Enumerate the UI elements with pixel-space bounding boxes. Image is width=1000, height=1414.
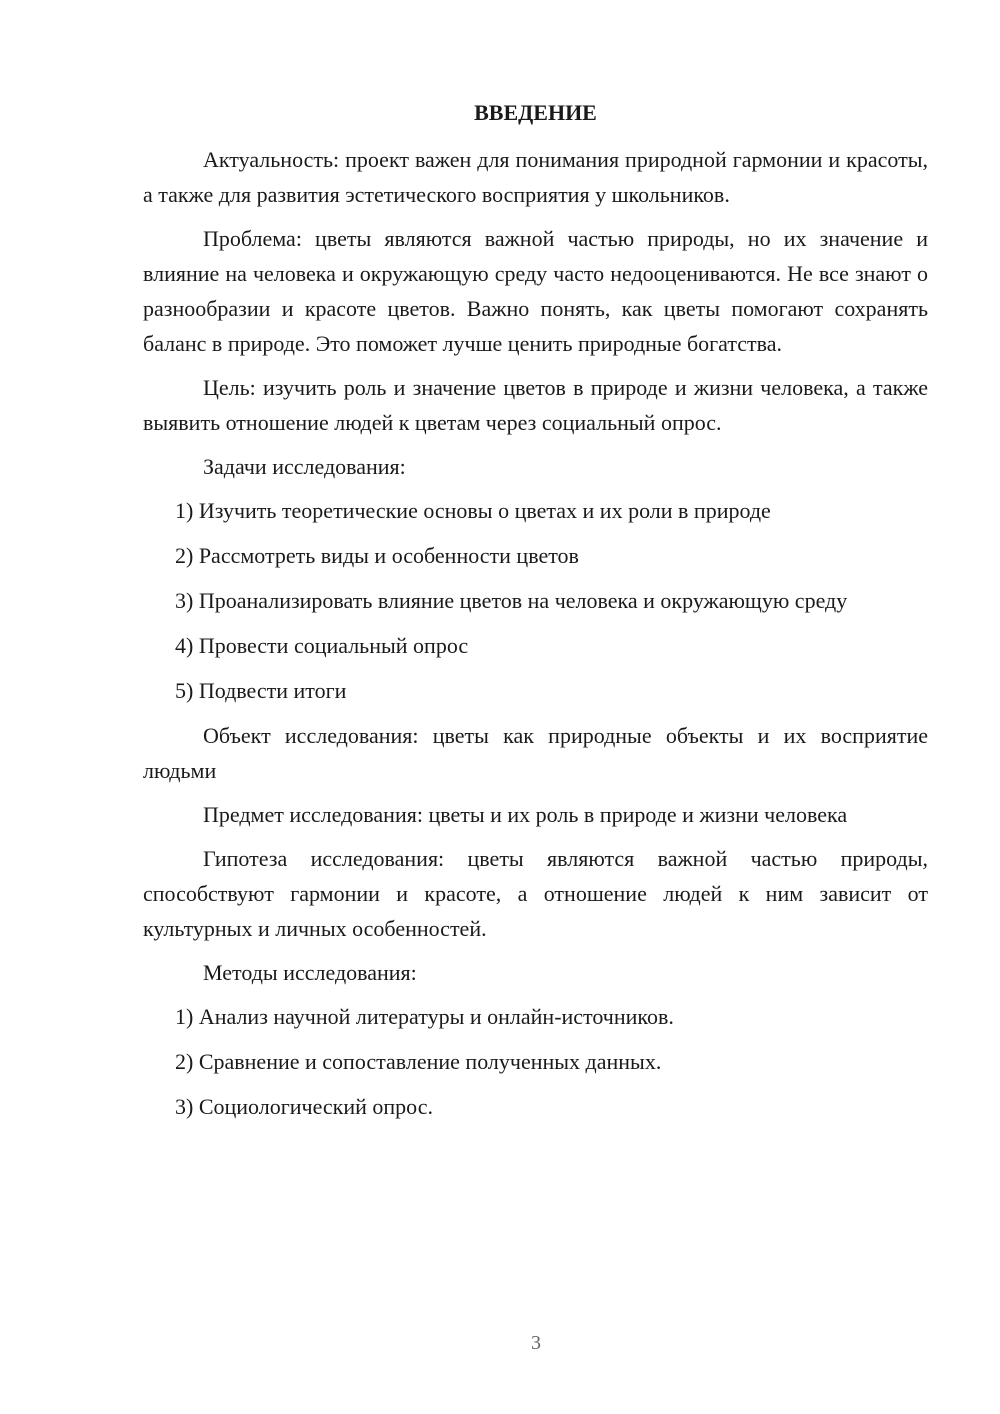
methods-heading: Методы исследования: [203, 960, 417, 985]
task-item: 3) Проанализировать влияние цветов на человека и окружающую среду [175, 588, 848, 613]
relevance-paragraph: Актуальность: проект важен для понимания природной гармонии и красоты, а также для развития эстетического восприятия у школьников. [143, 147, 928, 207]
task-item: 5) Подвести итоги [175, 678, 347, 703]
task-item: 2) Рассмотреть виды и особенности цветов [175, 543, 579, 568]
page-number: 3 [531, 1332, 541, 1354]
method-item: 2) Сравнение и сопоставление полученных данных. [175, 1049, 662, 1074]
goal-paragraph: Цель: изучить роль и значение цветов в природе и жизни человека, а также выявить отношение людей к цветам через социальный опрос. [143, 375, 928, 435]
object-paragraph: Объект исследования: цветы как природные объекты и их восприятие людьми [143, 723, 928, 783]
problem-paragraph: Проблема: цветы являются важной частью природы, но их значение и влияние на человека и окружающую среду часто недооцениваются. Не все знают о разнообразии и красоте цветов. Важно понять, как цветы помогают сохранять баланс в природе. Это поможет лучше ценить природные богатства. [143, 226, 928, 356]
page-content [143, 95, 928, 1134]
page-title: ВВЕДЕНИЕ [474, 100, 597, 125]
task-item: 4) Провести социальный опрос [175, 633, 469, 658]
method-item: 3) Социологический опрос. [175, 1094, 433, 1119]
method-item: 1) Анализ научной литературы и онлайн-источников. [175, 1004, 674, 1029]
tasks-heading: Задачи исследования: [203, 454, 406, 479]
subject-paragraph: Предмет исследования: цветы и их роль в природе и жизни человека [203, 802, 848, 827]
task-item: 1) Изучить теоретические основы о цветах и их роли в природе [175, 498, 771, 523]
hypothesis-paragraph: Гипотеза исследования: цветы являются важной частью природы, способствуют гармонии и красоте, а отношение людей к ним зависит от культурных и личных особенностей. [143, 846, 928, 941]
